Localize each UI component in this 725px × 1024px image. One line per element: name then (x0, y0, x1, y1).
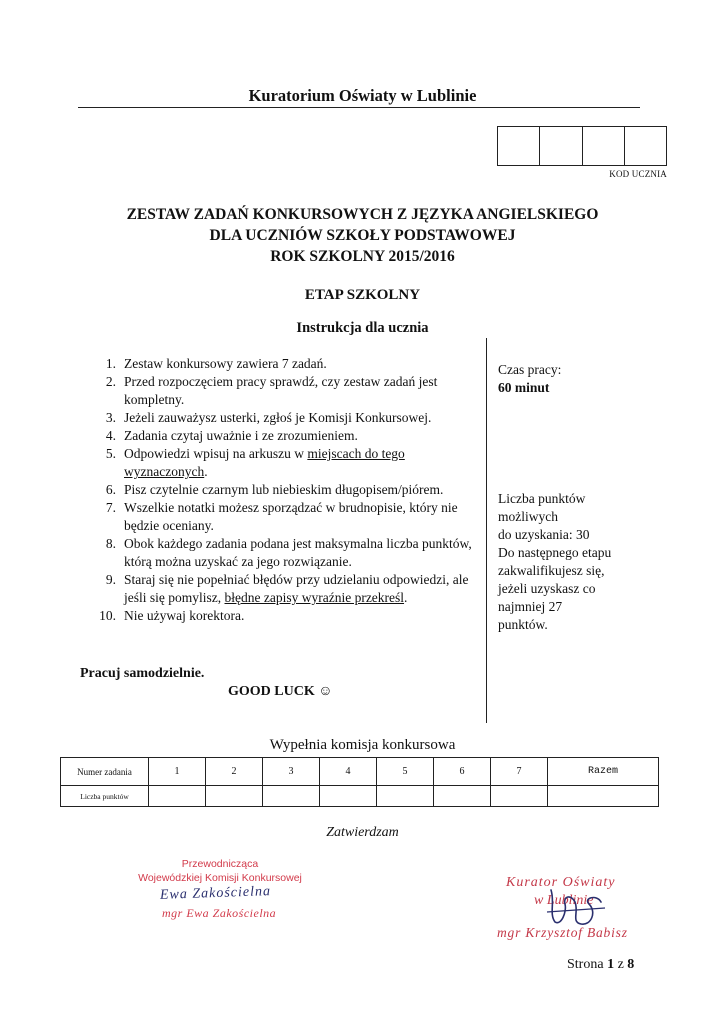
right-stamp-line-2: w Lublinie (534, 893, 594, 908)
total-label: Razem (548, 758, 659, 786)
score-table (60, 757, 659, 807)
points-label: Liczba punktów (61, 786, 149, 807)
right-signatory-name: mgr Krzysztof Babisz (497, 925, 628, 940)
task-number: 5 (377, 758, 434, 786)
points-total-cell[interactable] (548, 786, 659, 807)
right-stamp-line-1: Kurator Oświaty (506, 875, 616, 890)
task-number: 6 (434, 758, 491, 786)
list-item: 4. Zadania czytaj uważnie i ze zrozumieniem. (105, 428, 358, 443)
points-cell[interactable] (263, 786, 320, 807)
points-cell[interactable] (491, 786, 548, 807)
instructions-list (84, 355, 480, 625)
task-number: 3 (263, 758, 320, 786)
points-cell[interactable] (434, 786, 491, 807)
institution-header: Kuratorium Oświaty w Lublinie (248, 86, 477, 105)
task-number: 1 (149, 758, 206, 786)
next-stage-line-3: jeżeli uzyskasz co (498, 581, 596, 596)
title-line-2: DLA UCZNIÓW SZKOŁY PODSTAWOWEJ (209, 227, 516, 244)
instructions-heading: Instrukcja dla ucznia (296, 320, 429, 336)
next-stage-line-4: najmniej 27 (498, 599, 563, 614)
student-code-label: KOD UCZNIA (609, 169, 667, 179)
task-number-label: Numer zadania (61, 758, 149, 786)
list-item: 2. Przed rozpoczęciem pracy sprawdź, czy zestaw zadań jest kompletny. (105, 374, 438, 407)
student-code-box (497, 126, 667, 166)
list-item: 1. Zestaw konkursowy zawiera 7 zadań. (105, 356, 327, 371)
left-signature: Ewa Zakościelna (159, 884, 272, 903)
list-item: 8. Obok każdego zadania podana jest maksymalna liczba punktów, którą można uzyskać za jego rozwiązanie. (105, 536, 472, 569)
good-luck-note: GOOD LUCK ☺ (228, 684, 333, 699)
committee-heading: Wypełnia komisja konkursowa (269, 737, 456, 753)
list-item: 3. Jeżeli zauważysz usterki, zgłoś je Komisji Konkursowej. (105, 410, 432, 425)
header-divider (78, 107, 640, 108)
task-number: 7 (491, 758, 548, 786)
time-value: 60 minut (498, 380, 550, 395)
student-code-cell[interactable] (540, 127, 582, 165)
points-line-1: Liczba punktów (498, 491, 586, 506)
next-stage-line-1: Do następnego etapu (498, 545, 612, 560)
next-stage-line-2: zakwalifikujesz się, (498, 563, 605, 578)
table-row (61, 786, 659, 807)
list-item: 9. Staraj się nie popełniać błędów przy udzielaniu odpowiedzi, ale jeśli się pomylisz, błędne zapisy wyraźnie przekreśl. (105, 572, 469, 605)
student-code-cell[interactable] (625, 127, 666, 165)
column-divider (486, 338, 487, 723)
left-stamp-line-1: Przewodnicząca (181, 858, 259, 870)
points-cell[interactable] (320, 786, 377, 807)
left-stamp (110, 857, 330, 885)
right-signature (541, 882, 611, 930)
points-cell[interactable] (149, 786, 206, 807)
title-line-3: ROK SZKOLNY 2015/2016 (270, 248, 455, 265)
left-stamp-line-2: Wojewódzkiej Komisji Konkursowej (138, 872, 302, 884)
points-cell[interactable] (206, 786, 263, 807)
work-alone-note: Pracuj samodzielnie. (80, 666, 205, 681)
task-number: 2 (206, 758, 263, 786)
points-line-2: możliwych (498, 509, 558, 524)
time-label: Czas pracy: (498, 362, 562, 377)
approval-text: Zatwierdzam (326, 825, 399, 840)
task-number: 4 (320, 758, 377, 786)
table-row (61, 758, 659, 786)
list-item: 10. Nie używaj korektora. (99, 608, 245, 623)
stage-title: ETAP SZKOLNY (304, 287, 421, 303)
list-item: 6. Pisz czytelnie czarnym lub niebieskim długopisem/piórem. (105, 482, 444, 497)
student-code-cell[interactable] (498, 127, 540, 165)
points-cell[interactable] (377, 786, 434, 807)
list-item: 7. Wszelkie notatki możesz sporządzać w brudnopisie, który nie będzie oceniany. (105, 500, 458, 533)
list-item: 5. Odpowiedzi wpisuj na arkuszu w miejscach do tego wyznaczonych. (105, 446, 405, 479)
left-signatory-name: mgr Ewa Zakościelna (162, 906, 277, 920)
page-number: Strona 1 z 8 (567, 957, 635, 972)
next-stage-line-5: punktów. (498, 617, 548, 632)
points-line-3: do uzyskania: 30 (498, 527, 590, 542)
title-line-1: ZESTAW ZADAŃ KONKURSOWYCH Z JĘZYKA ANGIELSKIEGO (126, 206, 599, 223)
student-code-cell[interactable] (583, 127, 625, 165)
